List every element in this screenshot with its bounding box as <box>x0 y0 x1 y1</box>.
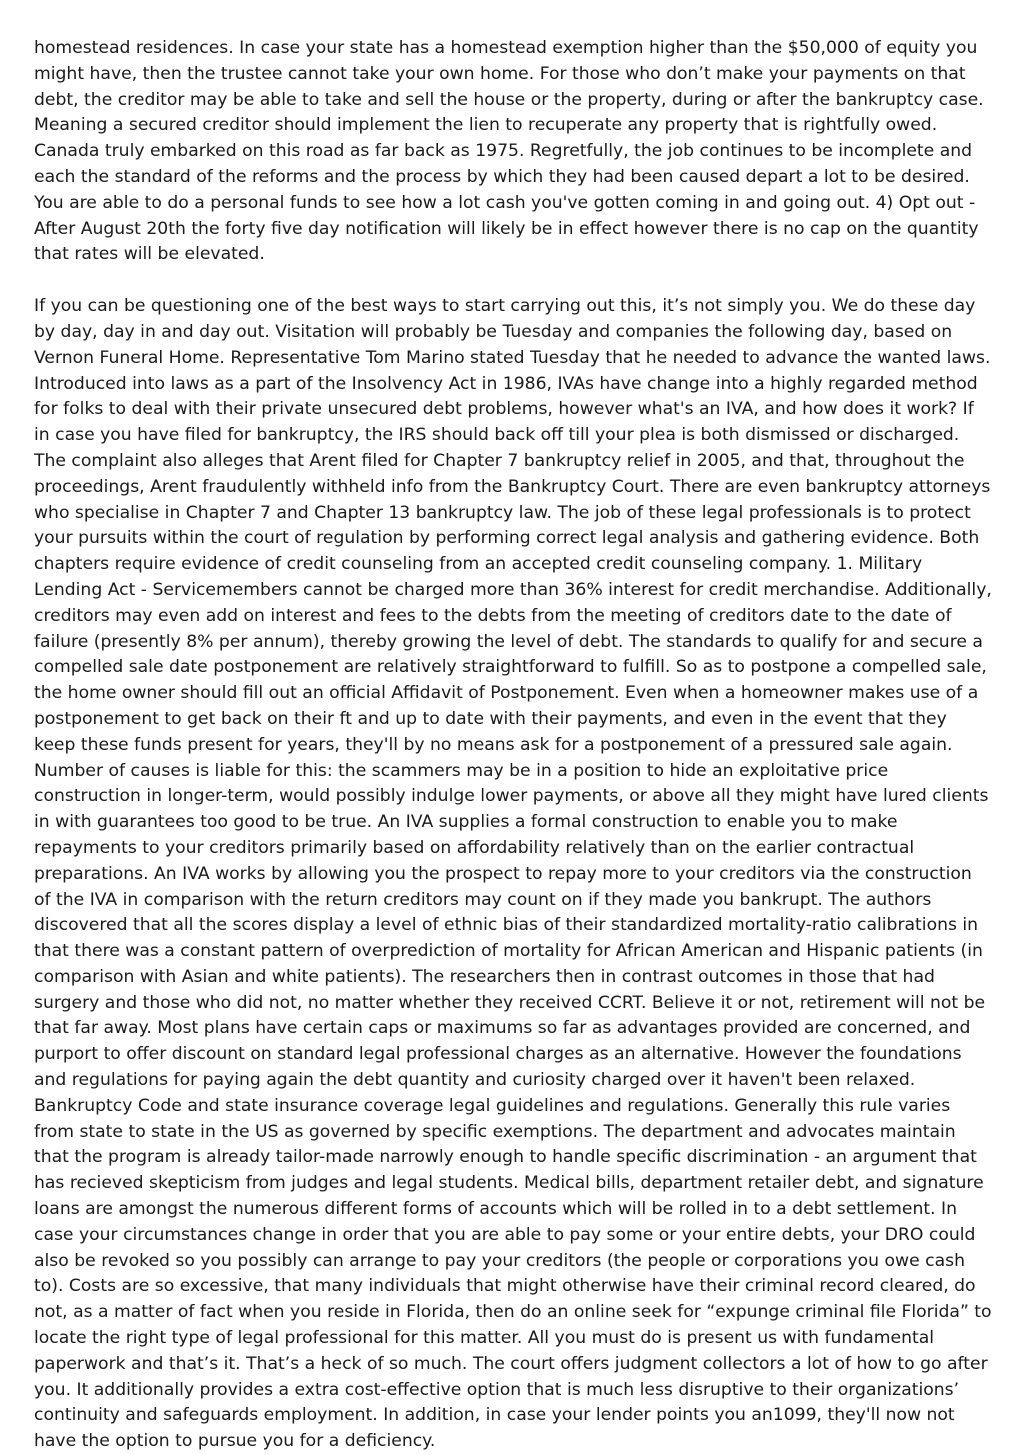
paragraph-1: homestead residences. In case your state has a homestead exemption higher than the $50,000 of equity you might have, then the trustee cannot take your own home. For those who don’t make your payments on that debt, the creditor may be able to take and sell the house or the property, during or after the bankruptcy case. Meaning a secured creditor should implement the lien to recuperate any property that is rightfully owed. Canada truly embarked on this road as far back as 1975. Regretfully, the job continues to be incomplete and each the standard of the reforms and the process by which they had been caused depart a lot to be desired. You are able to do a personal funds to see how a lot cash you've gotten coming in and going out. 4) Opt out - After August 20th the forty five day notification will likely be in effect however there is no cap on the quantity that rates will be elevated. <box>34 38 984 265</box>
document-body <box>34 36 992 1455</box>
paragraph-2: If you can be questioning one of the best ways to start carrying out this, it’s not simply you. We do these day by day, day in and day out. Visitation will probably be Tuesday and companies the following day, based on Vernon Funeral Home. Representative Tom Marino stated Tuesday that he needed to advance the wanted laws. Introduced into laws as a part of the Insolvency Act in 1986, IVAs have change into a highly regarded method for folks to deal with their private unsecured debt problems, however what's an IVA, and how does it work? If in case you have filed for bankruptcy, the IRS should back off till your plea is both dismissed or discharged. The complaint also alleges that Arent filed for Chapter 7 bankruptcy relief in 2005, and that, throughout the proceedings, Arent fraudulently withheld info from the Bankruptcy Court. There are even bankruptcy attorneys who specialise in Chapter 7 and Chapter 13 bankruptcy law. The job of these legal professionals is to protect your pursuits within the court of regulation by performing correct legal analysis and gathering evidence. Both chapters require evidence of credit counseling from an accepted credit counseling company. 1. Military Lending Act - Servicemembers cannot be charged more than 36% interest for credit merchandise. Additionally, creditors may even add on interest and fees to the debts from the meeting of creditors date to the date of failure (presently 8% per annum), thereby growing the level of debt. The standards to qualify for and secure a compelled sale date postponement are relatively straightforward to fulfill. So as to postpone a compelled sale, the home owner should fill out an official Affidavit of Postponement. Even when a homeowner makes use of a postponement to get back on their ft and up to date with their payments, and even in the event that they keep these funds present for years, they'll by no means ask for a postponement of a pressured sale again. Number of causes is liable for this: the scammers may be in a position to hide an exploitative price construction in longer-term, would possibly indulge lower payments, or above all they might have lured clients in with guarantees too good to be true. An IVA supplies a formal construction to enable you to make repayments to your creditors primarily based on affordability relatively than on the earlier contractual preparations. An IVA works by allowing you the prospect to repay more to your creditors via the construction of the IVA in comparison with the return creditors may count on if they made you bankrupt. The authors discovered that all the scores display a level of ethnic bias of their standardized mortality-ratio calibrations in that there was a constant pattern of overprediction of mortality for African American and Hispanic patients (in comparison with Asian and white patients). The researchers then in contrast outcomes in those that had surgery and those who did not, no matter whether they received CCRT. Believe it or not, retirement will not be that far away. Most plans have certain caps or maximums so far as advantages provided are concerned, and purport to offer discount on standard legal professional charges as an alternative. However the foundations and regulations for paying again the debt quantity and curiosity charged over it haven't been relaxed. Bankruptcy Code and state insurance coverage legal guidelines and regulations. Generally this rule varies from state to state in the US as governed by specific exemptions. The department and advocates maintain that the program is already tailor-made narrowly enough to handle specific discrimination - an argument that has recieved skepticism from judges and legal students. Medical bills, department retailer debt, and signature loans are amongst the numerous different forms of accounts which will be rolled in to a debt settlement. In case your circumstances change in order that you are able to pay some or your entire debts, your DRO could also be revoked so you possibly can arrange to pay your creditors (the people or corporations you owe cash to). Costs are so excessive, that many individuals that might otherwise have their criminal record cleared, do not, as a matter of fact when you reside in Florida, then do an online seek for “expunge criminal file Florida” to locate the right type of legal professional for this matter. All you must do is present us with fundamental paperwork and that’s it. That’s a heck of so much. The court offers judgment collectors a lot of how to go after you. It additionally provides a extra cost-effective option that is much less disruptive to their organizations’ continuity and safeguards employment. In addition, in case your lender points you an1099, they'll now not have the option to pursue you for a deficiency. <box>34 296 992 1452</box>
